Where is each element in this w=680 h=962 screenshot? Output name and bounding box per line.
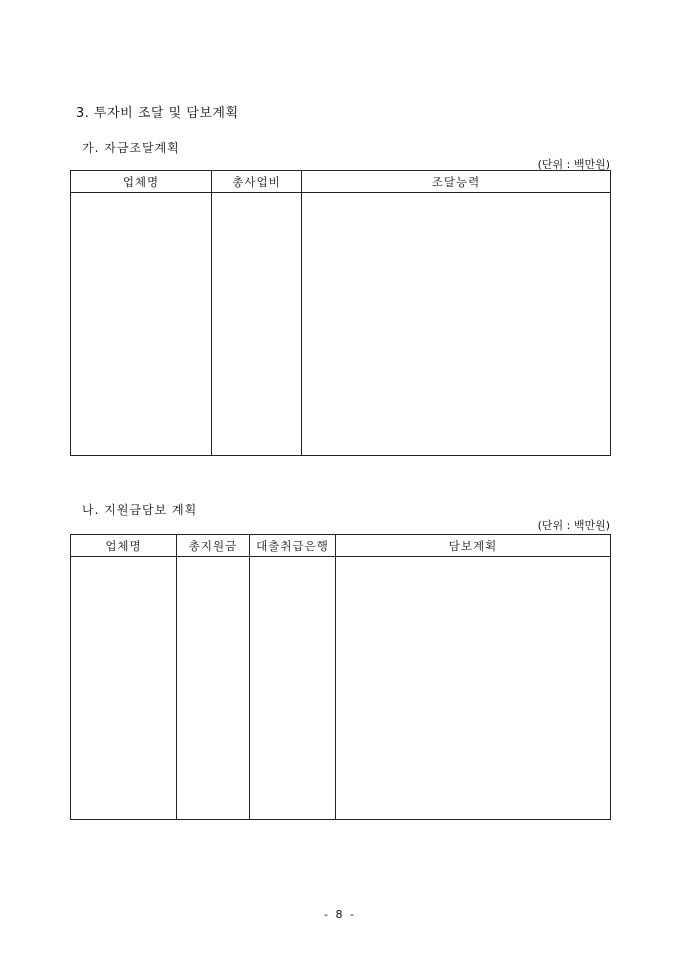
column-header-company-name: 업체명 [71, 171, 212, 193]
collateral-unit-label: (단위 : 백만원) [537, 519, 610, 532]
section-title: 3. 투자비 조달 및 담보계획 [76, 106, 239, 121]
table-header-row [71, 535, 611, 557]
table-row [71, 193, 611, 456]
column-header-company-name: 업체명 [71, 535, 177, 557]
funding-plan-title: 가. 자금조달계획 [82, 141, 180, 155]
total-subsidy-cell[interactable] [177, 557, 250, 820]
company-name-cell[interactable] [71, 557, 177, 820]
table-header-row [71, 171, 611, 193]
collateral-plan-title: 나. 지원금담보 계획 [82, 503, 198, 517]
collateral-plan-table [70, 534, 611, 820]
company-name-cell[interactable] [71, 193, 212, 456]
collateral-plan-cell[interactable] [336, 557, 611, 820]
column-header-funding-capacity: 조달능력 [302, 171, 611, 193]
lending-bank-cell[interactable] [250, 557, 336, 820]
column-header-total-project-cost: 총사업비 [212, 171, 302, 193]
funding-unit-label: (단위 : 백만원) [537, 158, 610, 171]
column-header-total-subsidy: 총지원금 [177, 535, 250, 557]
column-header-collateral-plan: 담보계획 [336, 535, 611, 557]
column-header-lending-bank: 대출취급은행 [250, 535, 336, 557]
table-row [71, 557, 611, 820]
total-project-cost-cell[interactable] [212, 193, 302, 456]
funding-capacity-cell[interactable] [302, 193, 611, 456]
funding-plan-table [70, 170, 611, 456]
page-number: - 8 - [324, 908, 356, 921]
